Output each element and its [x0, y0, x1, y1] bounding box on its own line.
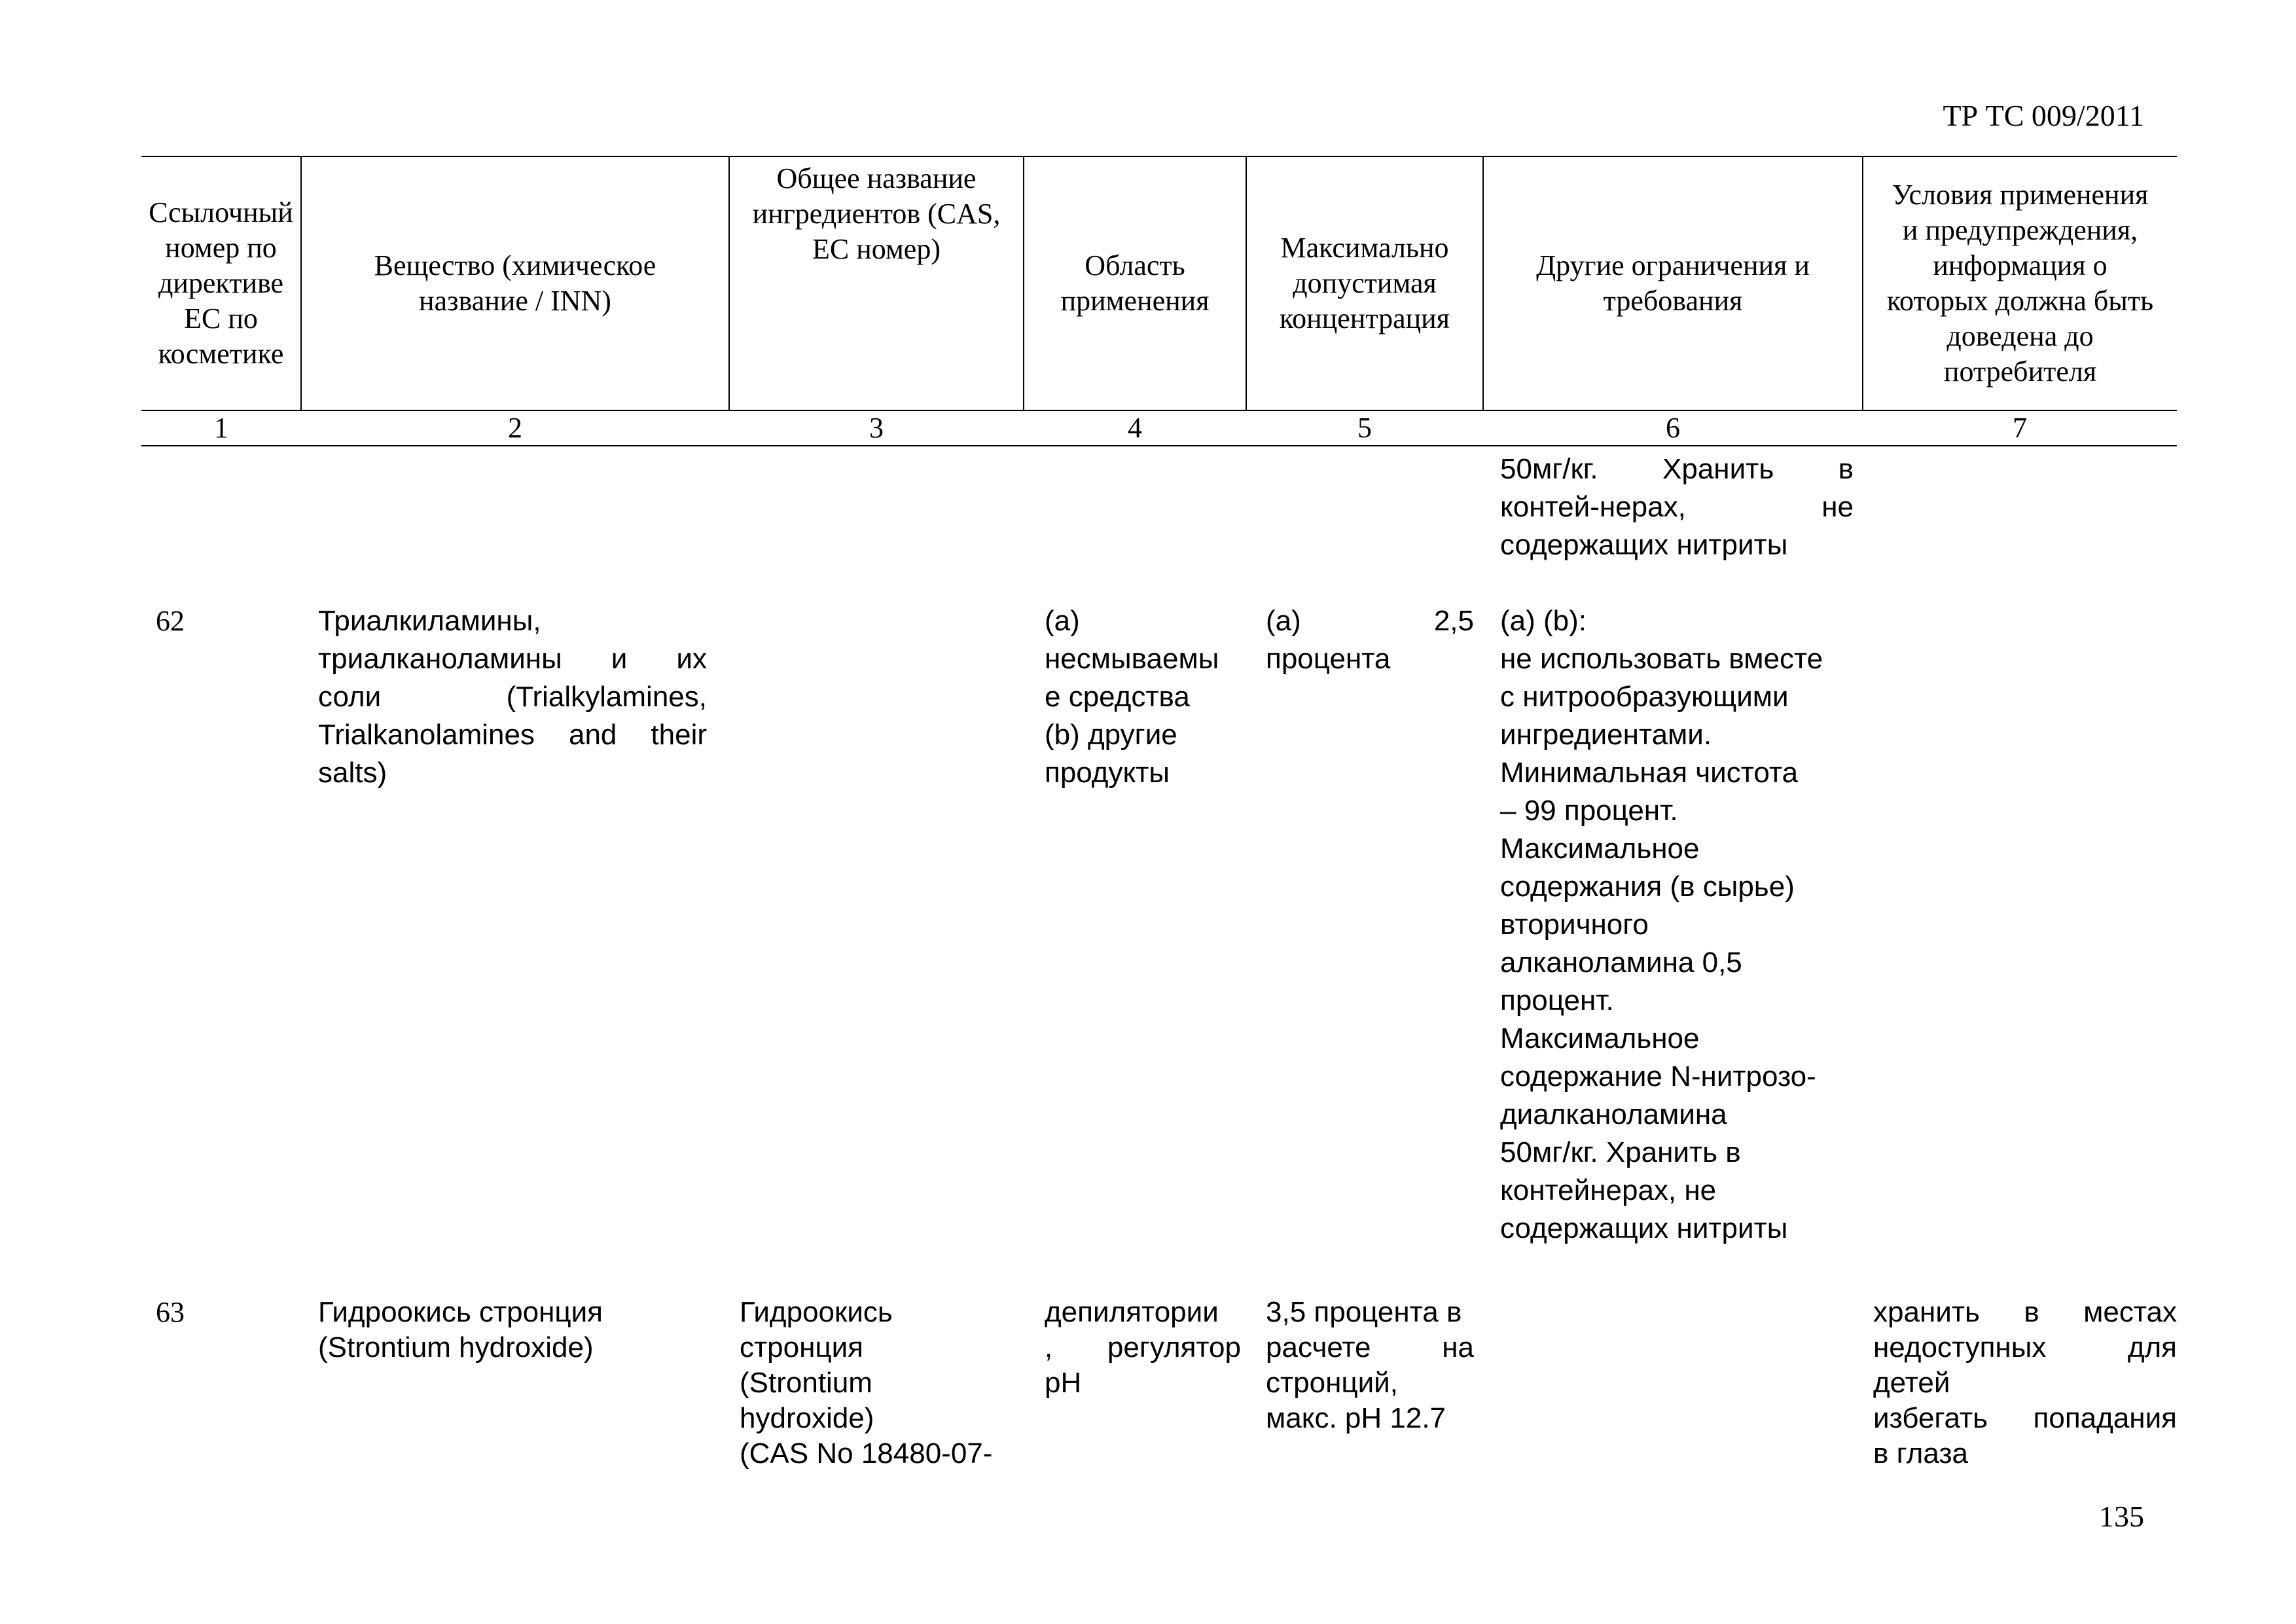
row62-scope: (a) несмываемы е средства (b) другие продукты: [1045, 605, 1219, 789]
header-col6: Другие ограничения и требования: [1483, 156, 1863, 410]
row63-ref: 63: [156, 1296, 185, 1328]
row62-substance: Триалкиламины, триалканоламины и их соли (Trialkylamines, Trialkanolamines and their salts): [318, 605, 707, 789]
document-reference: ТР ТС 009/2011: [1943, 99, 2144, 132]
header-col3: Общее название ингредиентов (CAS, ЕС номер): [729, 156, 1024, 410]
row63-warnings: хранить в местах недоступных для детей избегать попадания в глаза: [1873, 1296, 2177, 1470]
column-number-3: 3: [729, 410, 1024, 446]
column-number-1: 1: [141, 410, 301, 446]
header-col2: Вещество (химическое название / INN): [301, 156, 729, 410]
row63-scope: депилятории , регулятор pH: [1045, 1296, 1241, 1399]
column-number-4: 4: [1024, 410, 1246, 446]
row63-substance: Гидроокись стронция (Strontium hydroxide): [318, 1296, 603, 1363]
table-header: [141, 156, 2177, 446]
continuation-col6: 50мг/кг. Хранить в контей-нерах, не содержащих нитриты: [1500, 453, 1854, 561]
row62-ref: 62: [156, 605, 185, 637]
column-number-6: 6: [1483, 410, 1863, 446]
column-number-7: 7: [1863, 410, 2177, 446]
column-number-5: 5: [1246, 410, 1483, 446]
header-col4: Область применения: [1024, 156, 1246, 410]
header-col5: Максимально допустимая концентрация: [1246, 156, 1483, 410]
row62-other-requirements: (a) (b): не использовать вместе с нитрообразующими ингредиентами. Минимальная чистота – 99 процент. Максимальное содержания (в сырье) вторичного алканоламина 0,5 процент. Максимальное содержание N-нитрозо- диалканоламина 50мг/кг. Хранить в контейнерах, не содержащих нитриты: [1500, 605, 1823, 1244]
header-col7: Условия применения и предупреждения, информация о которых должна быть доведена до потребителя: [1863, 156, 2177, 410]
header-col1: Ссылочный номер по директиве ЕС по косметике: [141, 156, 301, 410]
row62-max-concentration: (a) 2,5 процента: [1266, 605, 1474, 675]
row63-max-concentration: 3,5 процента в расчете на стронций, макс. pH 12.7: [1266, 1296, 1474, 1434]
page-number: 135: [2099, 1500, 2144, 1533]
column-number-2: 2: [301, 410, 729, 446]
row63-common-name: Гидроокись стронция (Strontium hydroxide) (CAS No 18480-07-: [740, 1296, 993, 1470]
